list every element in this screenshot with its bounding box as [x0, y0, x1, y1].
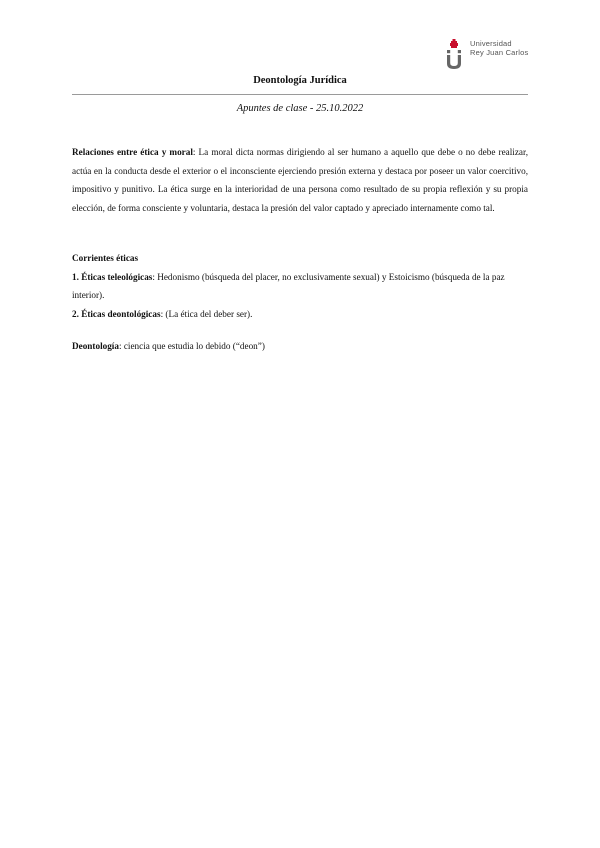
- university-name: [470, 39, 528, 57]
- list-text: : Hedonismo (búsqueda del placer, no exclusivamente sexual) y Estoicismo (búsqueda de la paz interior).: [72, 271, 505, 300]
- list-number: 2.: [72, 308, 82, 319]
- paragraph-ethics-moral: [72, 143, 528, 217]
- paragraph-term: Deontología: [72, 341, 119, 351]
- list-term: Éticas teleológicas: [81, 271, 153, 282]
- list-number: 1.: [72, 271, 82, 282]
- document-subtitle: Apuntes de clase - 25.10.2022: [236, 103, 364, 114]
- section-corrientes-eticas: [72, 249, 528, 323]
- list-item-deontologicas: [72, 305, 528, 324]
- paragraph-text: : La moral dicta normas dirigiendo al ser humano a aquello que debe o no debe realizar, actúa en la conducta desde el exterior o el inconsciente ejerciendo presión externa y destaca por poseer un valor coercitivo, impositivo y punitivo. La ética surge en la interioridad de una persona como resultado de su propia reflexión y su propia elección, de forma consciente y voluntaria, destaca la presión del valor captado y apreciado internamente como tal.: [72, 147, 528, 213]
- title-divider: [72, 94, 528, 95]
- document-title: Deontología Jurídica: [253, 75, 347, 86]
- list-term: Éticas deontológicas: [81, 308, 161, 319]
- university-logo: [446, 39, 528, 69]
- university-name-line2: Rey Juan Carlos: [470, 48, 529, 57]
- paragraph-deontologia: [72, 337, 528, 356]
- paragraph-term: Relaciones entre ética y moral: [72, 147, 193, 157]
- section-heading: Corrientes éticas: [72, 253, 139, 263]
- university-mark-icon: [446, 39, 462, 69]
- university-name-line1: Universidad: [470, 39, 512, 48]
- paragraph-text: : ciencia que estudia lo debido (“deon”): [118, 341, 265, 351]
- list-item-teleologicas: [72, 268, 528, 305]
- list-text: : (La ética del deber ser).: [160, 308, 253, 319]
